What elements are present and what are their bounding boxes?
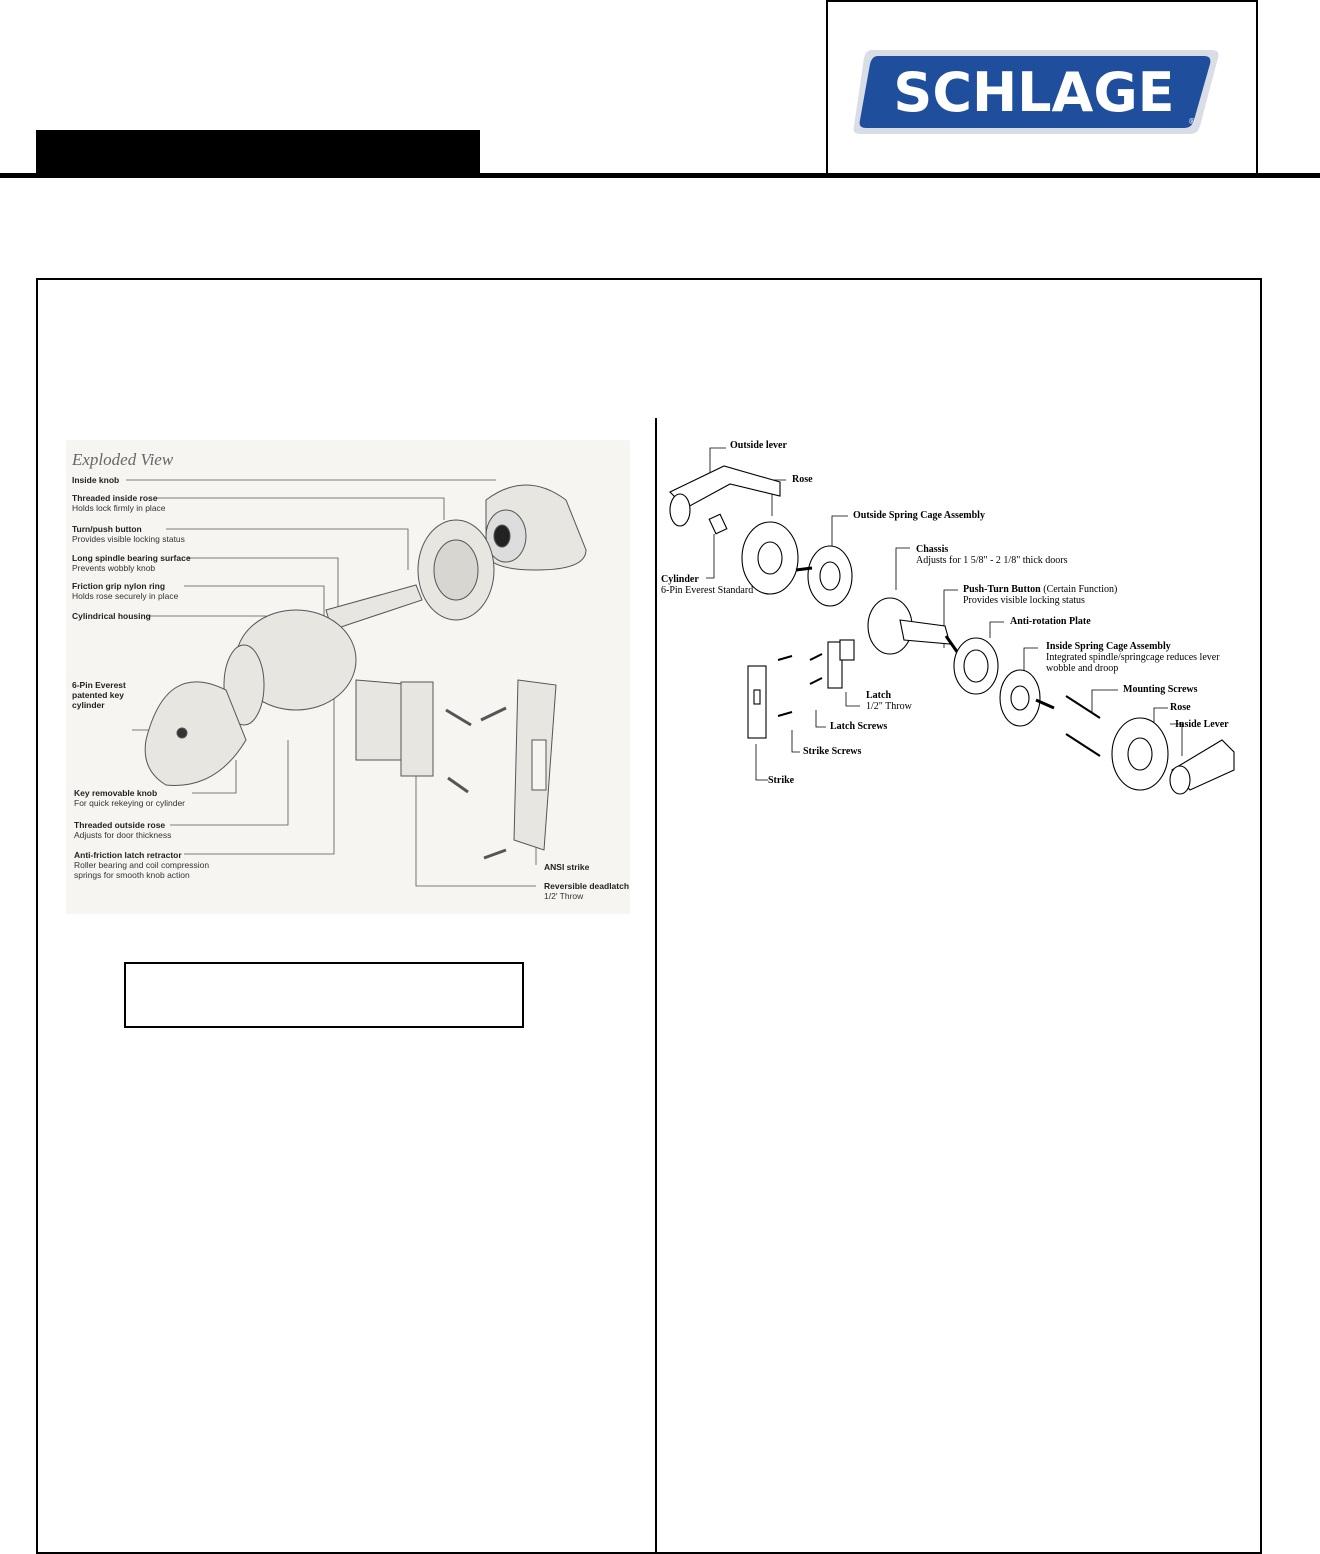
header-black-bar [36, 130, 480, 174]
label-chassis: Chassis Adjusts for 1 5/8" - 2 1/8" thick doors [916, 544, 1068, 566]
label-turn-push-button: Turn/push button Provides visible locking status [72, 524, 185, 544]
label-inside-spring-cage: Inside Spring Cage Assembly Integrated spindle/springcage reduces lever wobble and droop [1046, 641, 1220, 674]
label-push-turn-button: Push-Turn Button (Certain Function) Provides visible locking status [963, 584, 1118, 606]
label-threaded-inside-rose: Threaded inside rose Holds lock firmly in place [72, 493, 166, 513]
label-ansi-strike: ANSI strike [544, 862, 590, 872]
logo-box [826, 0, 1258, 173]
label-reversible-deadlatch: Reversible deadlatch 1/2' Throw [544, 881, 630, 901]
label-outside-spring-cage: Outside Spring Cage Assembly [853, 510, 985, 521]
exploded-view-knob [66, 440, 630, 914]
label-latch-retractor: Anti-friction latch retractor Roller bearing and coil compression springs for smooth knob action [74, 850, 210, 880]
caption-box [124, 962, 524, 1028]
label-cylinder: Cylinder 6-Pin Everest Standard [661, 574, 754, 596]
label-strike: Strike [768, 775, 795, 786]
label-long-spindle: Long spindle bearing surface Prevents wobbly knob [72, 553, 191, 573]
label-latch-screws: Latch Screws [830, 721, 888, 732]
label-inside-lever: Inside Lever [1175, 719, 1229, 730]
exploded-view-title: Exploded View [72, 450, 174, 469]
exploded-view-lever [660, 430, 1250, 810]
label-anti-rotation-plate: Anti-rotation Plate [1010, 616, 1091, 627]
schlage-logo [850, 42, 1222, 138]
label-rose-inside: Rose [1170, 702, 1191, 713]
label-mounting-screws: Mounting Screws [1123, 684, 1198, 695]
label-key-cylinder: 6-Pin Everest patented key cylinder [72, 680, 126, 710]
label-strike-screws: Strike Screws [803, 746, 862, 757]
lever-lock-drawing [660, 430, 1250, 810]
header-rule [0, 173, 1320, 178]
logo-wordmark: SCHLAGE [893, 61, 1175, 124]
label-threaded-outside-rose: Threaded outside rose Adjusts for door thickness [74, 820, 172, 840]
label-inside-knob: Inside knob [72, 475, 120, 485]
label-key-removable-knob: Key removable knob For quick rekeying or cylinder [74, 788, 186, 808]
registered-mark: ® [1188, 117, 1196, 126]
column-divider [655, 418, 657, 1552]
label-friction-grip-ring: Friction grip nylon ring Holds rose securely in place [72, 581, 179, 601]
label-rose-outside: Rose [792, 474, 813, 485]
label-outside-lever: Outside lever [730, 440, 787, 451]
label-latch: Latch 1/2" Throw [866, 690, 912, 712]
label-cylindrical-housing: Cylindrical housing [72, 611, 151, 621]
